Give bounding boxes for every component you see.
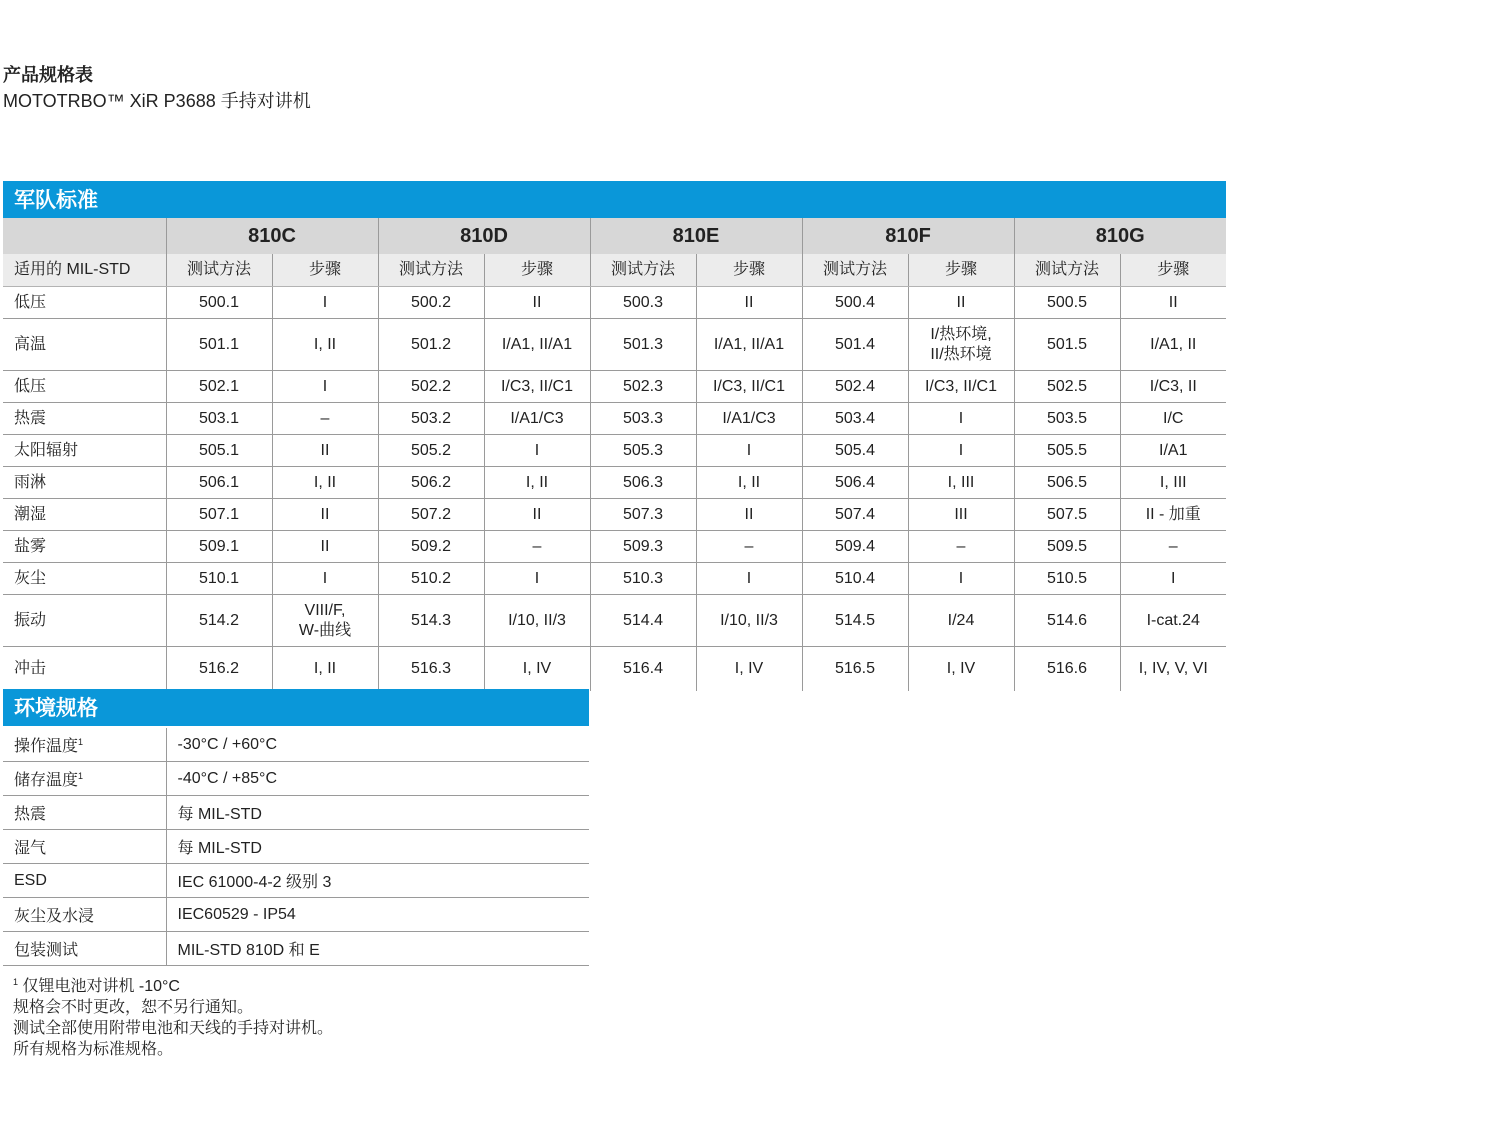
footnote-1 bbox=[13, 972, 333, 997]
test-procedure: II bbox=[696, 287, 802, 319]
test-method: 503.4 bbox=[802, 403, 908, 435]
spec-label-text: 储存温度 bbox=[14, 772, 79, 789]
spec-label bbox=[3, 864, 166, 898]
test-procedure: VIII/F, W-曲线 bbox=[272, 595, 378, 647]
standard-header: 810E bbox=[590, 218, 802, 254]
footnote-text: 仅锂电池对讲机 -10°C bbox=[18, 978, 180, 995]
standard-header: 810C bbox=[166, 218, 378, 254]
procedure-column-header: 步骤 bbox=[484, 254, 590, 287]
test-method: 514.6 bbox=[1014, 595, 1120, 647]
test-procedure: I/C3, II/C1 bbox=[696, 371, 802, 403]
test-procedure: II bbox=[484, 499, 590, 531]
table-row bbox=[3, 647, 1226, 691]
test-method: 500.1 bbox=[166, 287, 272, 319]
spec-label bbox=[3, 898, 166, 932]
spec-value: MIL-STD 810D 和 E bbox=[166, 932, 589, 966]
test-method: 505.5 bbox=[1014, 435, 1120, 467]
test-method: 500.4 bbox=[802, 287, 908, 319]
spec-value: -40°C / +85°C bbox=[166, 762, 589, 796]
test-method: 516.2 bbox=[166, 647, 272, 691]
test-procedure: I bbox=[484, 563, 590, 595]
test-procedure: I/A1, II/A1 bbox=[696, 319, 802, 371]
method-column-header: 测试方法 bbox=[590, 254, 696, 287]
footnote-marker: 1 bbox=[78, 771, 84, 781]
standard-header: 810G bbox=[1014, 218, 1226, 254]
test-procedure: I bbox=[696, 435, 802, 467]
test-method: 516.4 bbox=[590, 647, 696, 691]
test-method: 506.2 bbox=[378, 467, 484, 499]
test-method: 503.1 bbox=[166, 403, 272, 435]
test-procedure: I, III bbox=[1120, 467, 1226, 499]
test-procedure: I bbox=[484, 435, 590, 467]
table-row bbox=[3, 531, 1226, 563]
procedure-column-header: 步骤 bbox=[696, 254, 802, 287]
test-procedure: I, IV bbox=[908, 647, 1014, 691]
test-name: 冲击 bbox=[3, 647, 166, 691]
test-procedure: II bbox=[908, 287, 1014, 319]
test-method: 507.2 bbox=[378, 499, 484, 531]
test-procedure: I/C3, II/C1 bbox=[908, 371, 1014, 403]
test-procedure: I bbox=[272, 371, 378, 403]
test-method: 506.1 bbox=[166, 467, 272, 499]
table-row bbox=[3, 898, 589, 932]
test-procedure: – bbox=[272, 403, 378, 435]
test-method: 501.4 bbox=[802, 319, 908, 371]
method-column-header: 测试方法 bbox=[802, 254, 908, 287]
test-procedure: – bbox=[908, 531, 1014, 563]
spec-value: 每 MIL-STD bbox=[166, 796, 589, 830]
test-procedure: II bbox=[272, 435, 378, 467]
table-row bbox=[3, 371, 1226, 403]
test-procedure: I/24 bbox=[908, 595, 1014, 647]
test-method: 505.2 bbox=[378, 435, 484, 467]
test-method: 516.3 bbox=[378, 647, 484, 691]
table-row bbox=[3, 864, 589, 898]
test-method: 514.3 bbox=[378, 595, 484, 647]
test-name: 盐雾 bbox=[3, 531, 166, 563]
spec-label bbox=[3, 728, 166, 762]
test-name: 灰尘 bbox=[3, 563, 166, 595]
test-method: 501.5 bbox=[1014, 319, 1120, 371]
test-procedure: I, II bbox=[272, 467, 378, 499]
test-procedure: – bbox=[696, 531, 802, 563]
test-method: 502.3 bbox=[590, 371, 696, 403]
table-row bbox=[3, 796, 589, 830]
test-procedure: I/10, II/3 bbox=[484, 595, 590, 647]
test-method: 502.2 bbox=[378, 371, 484, 403]
test-method: 501.2 bbox=[378, 319, 484, 371]
table-row bbox=[3, 932, 589, 966]
table-row bbox=[3, 287, 1226, 319]
test-procedure: I/A1/C3 bbox=[696, 403, 802, 435]
test-procedure: I bbox=[908, 435, 1014, 467]
test-procedure: I bbox=[1120, 563, 1226, 595]
test-procedure: I bbox=[696, 563, 802, 595]
note-line: 所有规格为标准规格。 bbox=[13, 1041, 174, 1058]
table-row bbox=[3, 762, 589, 796]
test-method: 507.4 bbox=[802, 499, 908, 531]
test-method: 503.2 bbox=[378, 403, 484, 435]
test-procedure: I, II bbox=[484, 467, 590, 499]
spec-label-text: ESD bbox=[14, 871, 47, 889]
test-method: 502.5 bbox=[1014, 371, 1120, 403]
corner-cell bbox=[3, 218, 166, 254]
test-procedure: I bbox=[908, 563, 1014, 595]
test-procedure: I, IV bbox=[696, 647, 802, 691]
test-procedure: I/A1, II/A1 bbox=[484, 319, 590, 371]
test-procedure: II bbox=[696, 499, 802, 531]
test-method: 503.5 bbox=[1014, 403, 1120, 435]
test-method: 509.2 bbox=[378, 531, 484, 563]
note-line: 测试全部使用附带电池和天线的手持对讲机。 bbox=[13, 1020, 334, 1037]
test-method: 506.5 bbox=[1014, 467, 1120, 499]
test-procedure: I/C3, II bbox=[1120, 371, 1226, 403]
test-method: 509.3 bbox=[590, 531, 696, 563]
test-method: 503.3 bbox=[590, 403, 696, 435]
procedure-column-header: 步骤 bbox=[272, 254, 378, 287]
row-header-label: 适用的 MIL-STD bbox=[3, 254, 166, 287]
test-method: 502.4 bbox=[802, 371, 908, 403]
test-method: 507.1 bbox=[166, 499, 272, 531]
test-procedure: III bbox=[908, 499, 1014, 531]
test-name: 振动 bbox=[3, 595, 166, 647]
spec-label-text: 热震 bbox=[14, 806, 47, 823]
test-method: 510.1 bbox=[166, 563, 272, 595]
footnotes bbox=[13, 972, 333, 1060]
test-procedure: – bbox=[484, 531, 590, 563]
test-method: 506.4 bbox=[802, 467, 908, 499]
test-name: 太阳辐射 bbox=[3, 435, 166, 467]
table-row bbox=[3, 499, 1226, 531]
test-procedure: I/C bbox=[1120, 403, 1226, 435]
test-procedure: I/热环境, II/热环境 bbox=[908, 319, 1014, 371]
column-header-row bbox=[3, 254, 1226, 287]
test-method: 509.1 bbox=[166, 531, 272, 563]
footnote-marker: 1 bbox=[13, 977, 19, 987]
test-procedure: I-cat.24 bbox=[1120, 595, 1226, 647]
test-name: 低压 bbox=[3, 287, 166, 319]
test-method: 507.5 bbox=[1014, 499, 1120, 531]
table-row bbox=[3, 595, 1226, 647]
spec-label-text: 灰尘及水浸 bbox=[14, 908, 95, 925]
spec-label bbox=[3, 932, 166, 966]
test-procedure: I bbox=[272, 563, 378, 595]
test-procedure: II bbox=[1120, 287, 1226, 319]
note-line: 规格会不时更改，恕不另行通知。 bbox=[13, 999, 254, 1016]
standard-header: 810D bbox=[378, 218, 590, 254]
table-row bbox=[3, 319, 1226, 371]
table-row bbox=[3, 728, 589, 762]
test-name: 潮湿 bbox=[3, 499, 166, 531]
spec-value: -30°C / +60°C bbox=[166, 728, 589, 762]
standard-header: 810F bbox=[802, 218, 1014, 254]
test-method: 510.4 bbox=[802, 563, 908, 595]
test-method: 505.4 bbox=[802, 435, 908, 467]
method-column-header: 测试方法 bbox=[1014, 254, 1120, 287]
test-method: 507.3 bbox=[590, 499, 696, 531]
table-row bbox=[3, 830, 589, 864]
method-column-header: 测试方法 bbox=[378, 254, 484, 287]
test-name: 雨淋 bbox=[3, 467, 166, 499]
test-procedure: I bbox=[908, 403, 1014, 435]
test-method: 514.5 bbox=[802, 595, 908, 647]
test-procedure: I/A1 bbox=[1120, 435, 1226, 467]
test-procedure: II bbox=[484, 287, 590, 319]
test-method: 505.1 bbox=[166, 435, 272, 467]
spec-value: 每 MIL-STD bbox=[166, 830, 589, 864]
spec-label bbox=[3, 830, 166, 864]
method-column-header: 测试方法 bbox=[166, 254, 272, 287]
footnote-marker: 1 bbox=[78, 737, 84, 747]
spec-label bbox=[3, 762, 166, 796]
test-method: 514.4 bbox=[590, 595, 696, 647]
test-method: 516.6 bbox=[1014, 647, 1120, 691]
test-procedure: I, IV, V, VI bbox=[1120, 647, 1226, 691]
document-subtitle: MOTOTRBO™ XiR P3688 手持对讲机 bbox=[3, 91, 311, 111]
procedure-column-header: 步骤 bbox=[908, 254, 1014, 287]
test-procedure: II bbox=[272, 499, 378, 531]
spec-label-text: 操作温度 bbox=[14, 738, 79, 755]
test-method: 502.1 bbox=[166, 371, 272, 403]
test-procedure: I, IV bbox=[484, 647, 590, 691]
test-method: 505.3 bbox=[590, 435, 696, 467]
test-name: 高温 bbox=[3, 319, 166, 371]
test-method: 506.3 bbox=[590, 467, 696, 499]
spec-label bbox=[3, 796, 166, 830]
test-name: 低压 bbox=[3, 371, 166, 403]
test-procedure: I/10, II/3 bbox=[696, 595, 802, 647]
test-procedure: – bbox=[1120, 531, 1226, 563]
spec-value: IEC60529 - IP54 bbox=[166, 898, 589, 932]
test-method: 514.2 bbox=[166, 595, 272, 647]
test-method: 501.3 bbox=[590, 319, 696, 371]
test-name: 热震 bbox=[3, 403, 166, 435]
test-procedure: I/C3, II/C1 bbox=[484, 371, 590, 403]
test-procedure: I, II bbox=[696, 467, 802, 499]
military-standards-heading: 军队标准 bbox=[3, 181, 1226, 218]
standards-header-row bbox=[3, 218, 1226, 254]
test-procedure: I, II bbox=[272, 319, 378, 371]
test-procedure: I/A1, II bbox=[1120, 319, 1226, 371]
test-method: 501.1 bbox=[166, 319, 272, 371]
test-procedure: I/A1/C3 bbox=[484, 403, 590, 435]
spec-label-text: 湿气 bbox=[14, 840, 47, 857]
test-method: 516.5 bbox=[802, 647, 908, 691]
test-procedure: I, III bbox=[908, 467, 1014, 499]
spec-label-text: 包装测试 bbox=[14, 942, 79, 959]
test-procedure: I, II bbox=[272, 647, 378, 691]
test-method: 509.5 bbox=[1014, 531, 1120, 563]
table-row bbox=[3, 403, 1226, 435]
environmental-specs-table bbox=[3, 728, 589, 966]
table-row bbox=[3, 435, 1226, 467]
test-procedure: II - 加重 bbox=[1120, 499, 1226, 531]
table-row bbox=[3, 467, 1226, 499]
table-row bbox=[3, 563, 1226, 595]
spec-value: IEC 61000-4-2 级别 3 bbox=[166, 864, 589, 898]
environmental-specs-heading: 环境规格 bbox=[3, 689, 589, 726]
test-method: 510.5 bbox=[1014, 563, 1120, 595]
test-procedure: I bbox=[272, 287, 378, 319]
military-standards-table bbox=[3, 218, 1226, 691]
document-title: 产品规格表 bbox=[3, 65, 93, 85]
test-method: 510.3 bbox=[590, 563, 696, 595]
test-procedure: II bbox=[272, 531, 378, 563]
test-method: 500.2 bbox=[378, 287, 484, 319]
test-method: 510.2 bbox=[378, 563, 484, 595]
test-method: 500.5 bbox=[1014, 287, 1120, 319]
test-method: 500.3 bbox=[590, 287, 696, 319]
procedure-column-header: 步骤 bbox=[1120, 254, 1226, 287]
test-method: 509.4 bbox=[802, 531, 908, 563]
